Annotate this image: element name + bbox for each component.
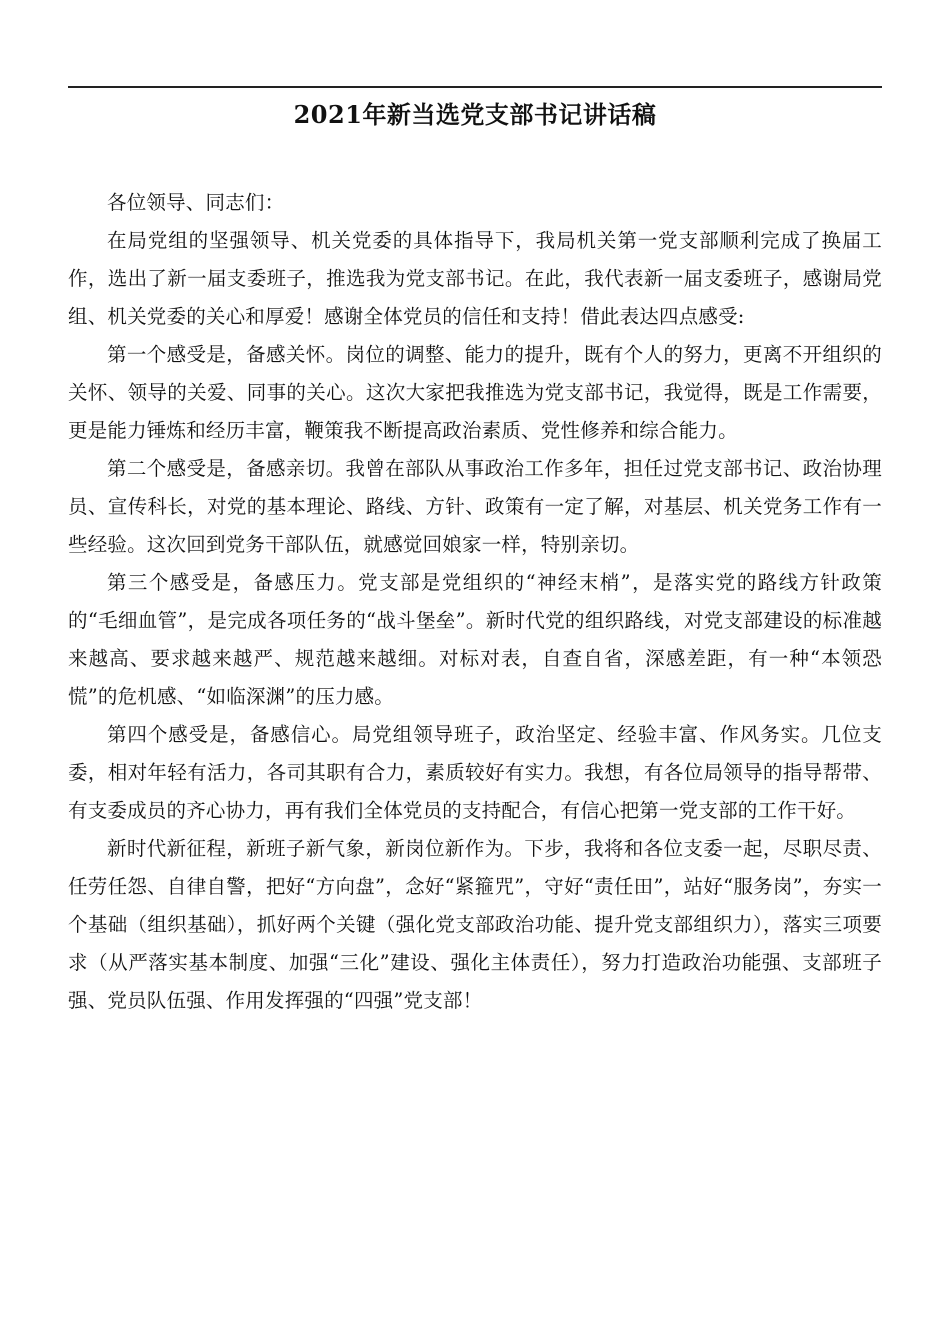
feeling-two-paragraph: 第二个感受是，备感亲切。我曾在部队从事政治工作多年，担任过党支部书记、政治协理员、宣传科长，对党的基本理论、路线、方针、政策有一定了解，对基层、机关党务工作有一些经验。这次回到党务干部队伍，就感觉回娘家一样，特别亲切。: [68, 457, 882, 556]
intro-paragraph: 在局党组的坚强领导、机关党委的具体指导下，我局机关第一党支部顺利完成了换届工作，选出了新一届支委班子，推选我为党支部书记。在此，我代表新一届支委班子，感谢局党组、机关党委的关心和厚爱！感谢全体党员的信任和支持！借此表达四点感受:: [68, 229, 882, 328]
document-body: [68, 184, 882, 1020]
feeling-four-paragraph: 第四个感受是，备感信心。局党组领导班子，政治坚定、经验丰富、作风务实。几位支委，相对年轻有活力，各司其职有合力，素质较好有实力。我想，有各位局领导的指导帮带、有支委成员的齐心协力，再有我们全体党员的支持配合，有信心把第一党支部的工作干好。: [68, 723, 882, 822]
header-rule: [68, 86, 882, 88]
feeling-three-paragraph: 第三个感受是，备感压力。党支部是党组织的“神经末梢”，是落实党的路线方针政策的“毛细血管”，是完成各项任务的“战斗堡垒”。新时代党的组织路线，对党支部建设的标准越来越高、要求越来越严、规范越来越细。对标对表，自查自省，深感差距，有一种“本领恐慌”的危机感、“如临深渊”的压力感。: [68, 571, 882, 708]
document-title: 2021年新当选党支部书记讲话稿: [293, 100, 657, 129]
salutation-paragraph: 各位领导、同志们：: [107, 191, 285, 214]
closing-paragraph: 新时代新征程，新班子新气象，新岗位新作为。下步，我将和各位支委一起，尽职尽责、任劳任怨、自律自警，把好“方向盘”，念好“紧箍咒”，守好“责任田”，站好“服务岗”，夯实一个基础（组织基础），抓好两个关键（强化党支部政治功能、提升党支部组织力），落实三项要求（从严落实基本制度、加强“三化”建设、强化主体责任），努力打造政治功能强、支部班子强、党员队伍强、作用发挥强的“四强”党支部！: [68, 837, 882, 1012]
feeling-one-paragraph: 第一个感受是，备感关怀。岗位的调整、能力的提升，既有个人的努力，更离不开组织的关怀、领导的关爱、同事的关心。这次大家把我推选为党支部书记，我觉得，既是工作需要，更是能力锤炼和经历丰富，鞭策我不断提高政治素质、党性修养和综合能力。: [68, 343, 882, 442]
